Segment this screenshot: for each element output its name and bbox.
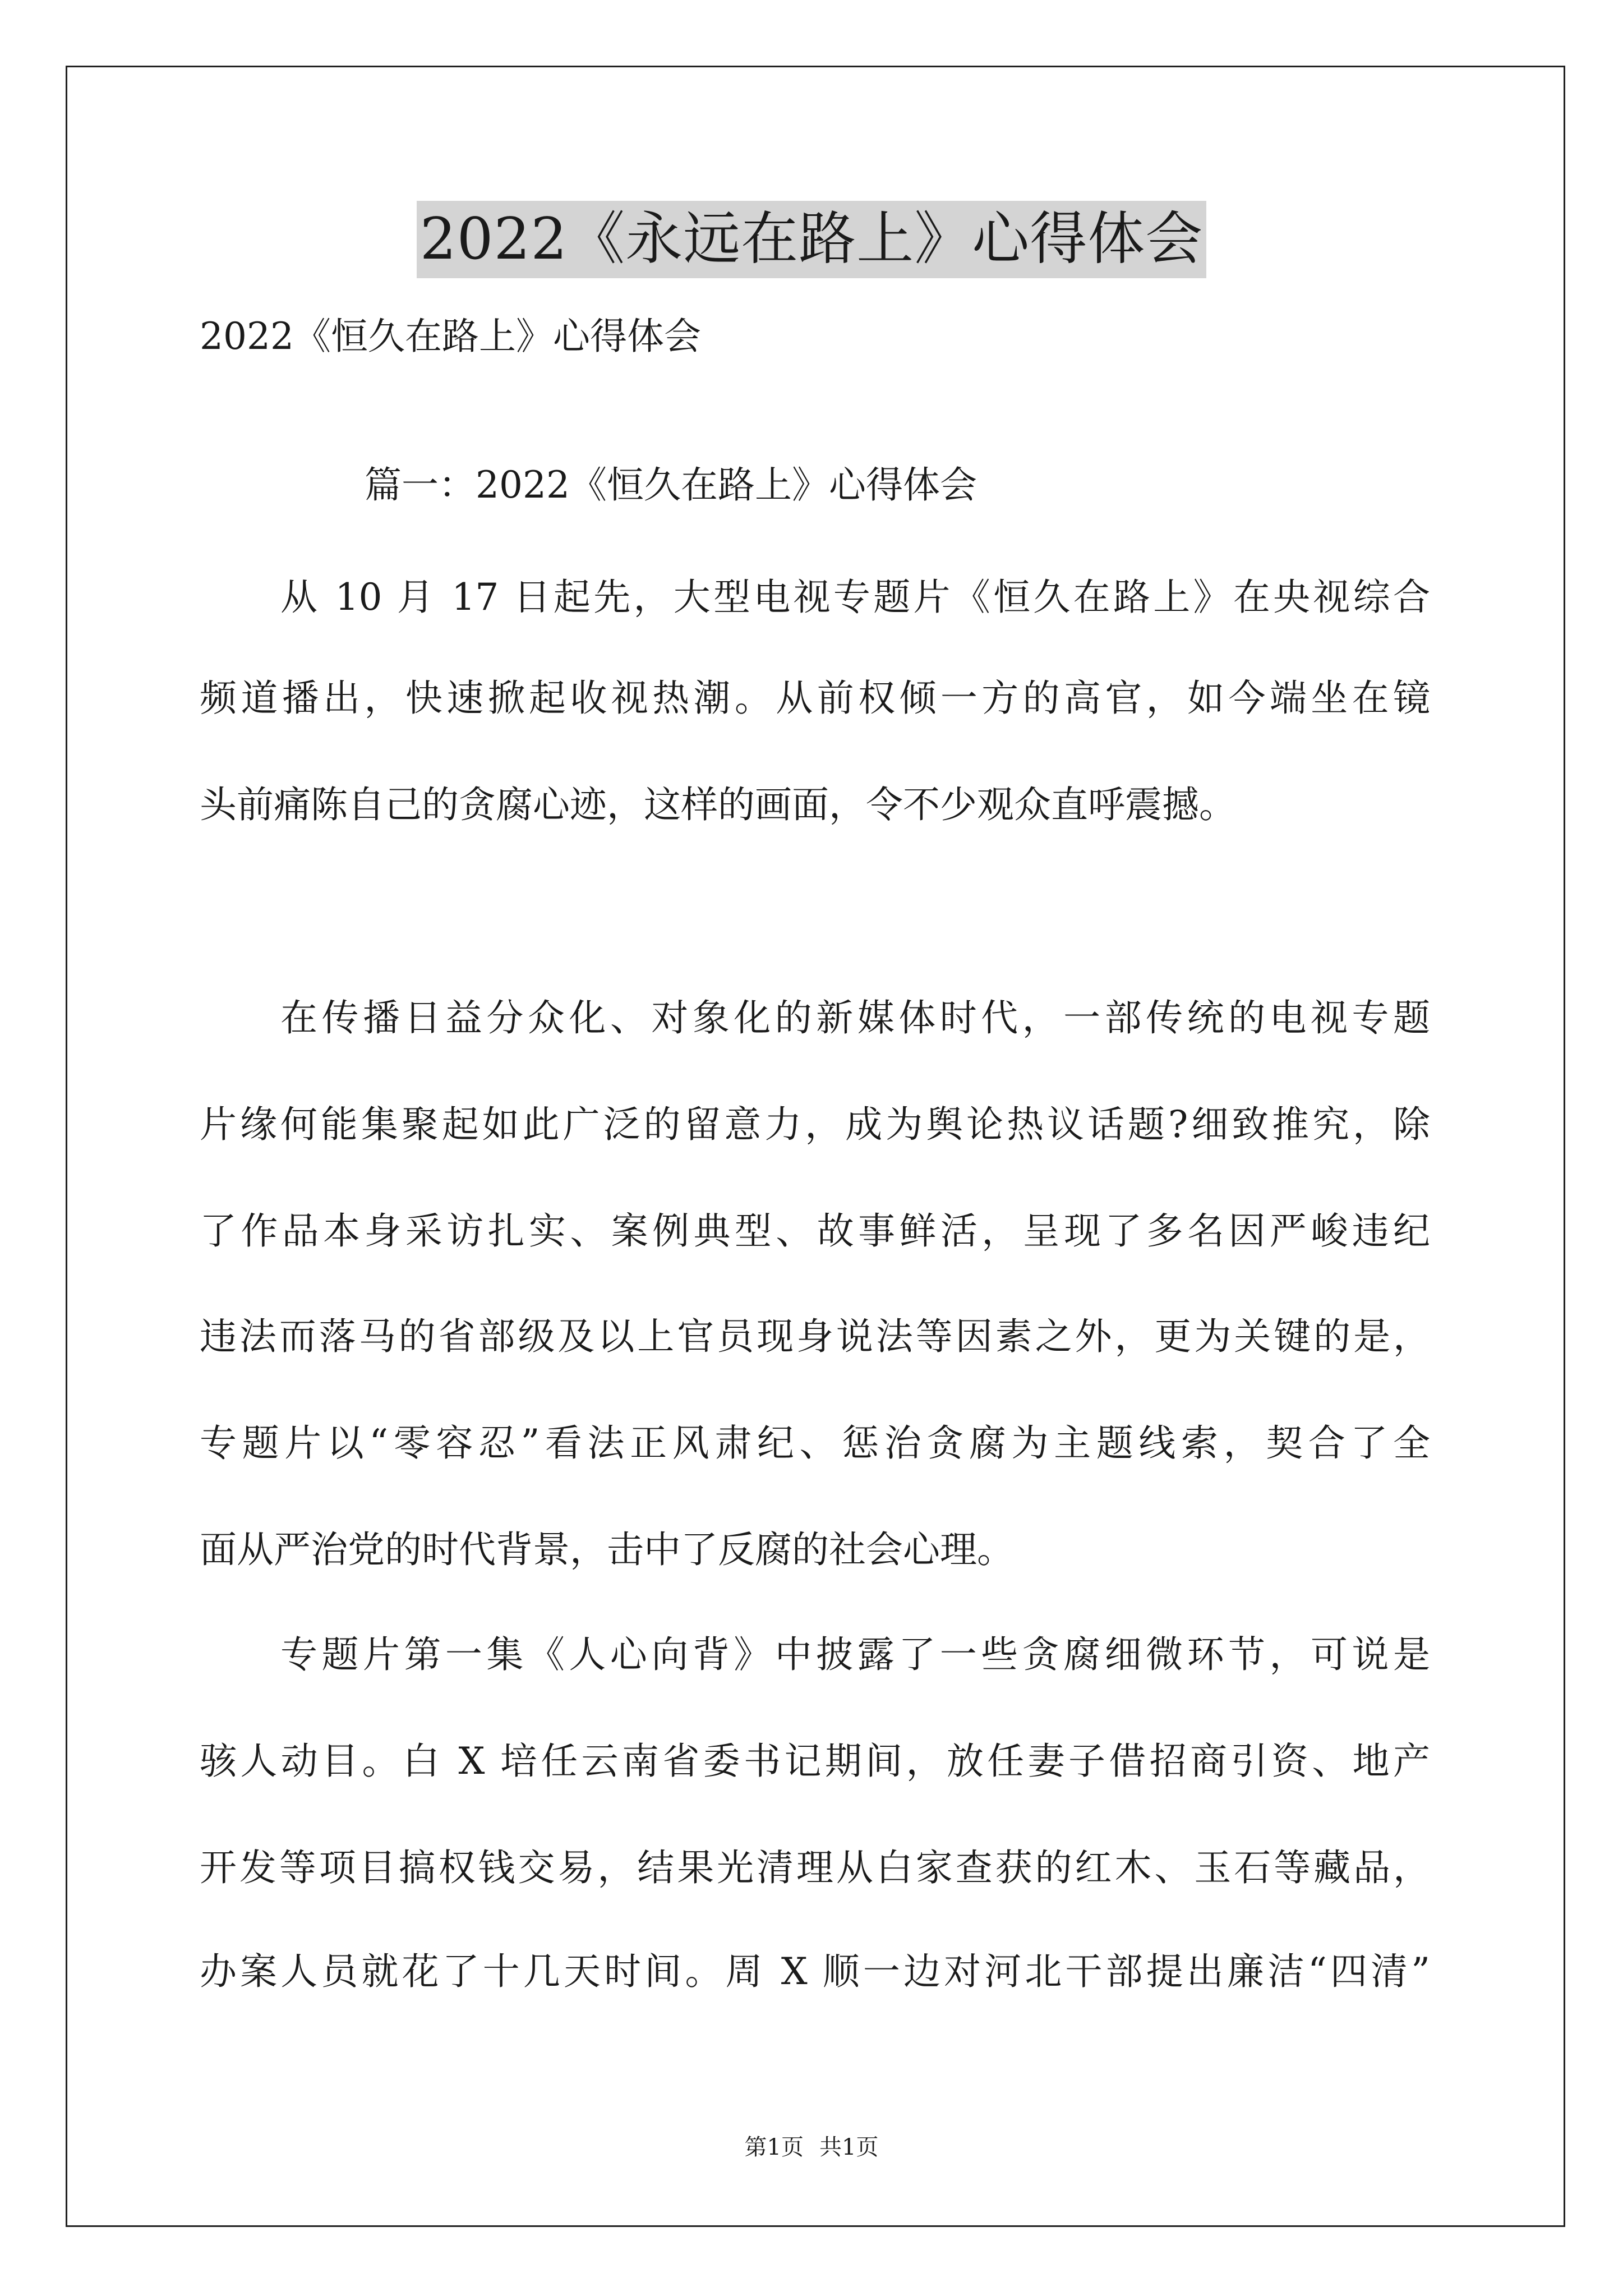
paragraph-line: 专题片以“零容忍”看法正风肃纪、惩治贪腐为主题线索，契合了全	[200, 1421, 1430, 1465]
paragraph-line: 办案人员就花了十几天时间。周 X 顺一边对河北干部提出廉洁“四清”	[200, 1950, 1430, 1993]
paragraph-line: 骇人动目。白 X 培任云南省委书记期间，放任妻子借招商引资、地产	[200, 1740, 1430, 1783]
paragraph-line: 频道播出，快速掀起收视热潮。从前权倾一方的高官，如今端坐在镜	[200, 677, 1430, 720]
paragraph-line: 从 10 月 17 日起先，大型电视专题片《恒久在路上》在央视综合	[280, 576, 1430, 619]
paragraph-line: 开发等项目搞权钱交易，结果光清理从白家查获的红木、玉石等藏品，	[200, 1846, 1430, 1889]
paragraph-line: 违法而落马的省部级及以上官员现身说法等因素之外，更为关键的是，	[200, 1315, 1430, 1358]
page-footer	[0, 2132, 1623, 2163]
section-heading: 篇一：2022《恒久在路上》心得体会	[365, 463, 977, 507]
title-container	[0, 201, 1623, 278]
paragraph-line: 面从严治党的时代背景，击中了反腐的社会心理。	[200, 1528, 1014, 1571]
paragraph-line: 在传播日益分众化、对象化的新媒体时代，一部传统的电视专题	[280, 996, 1430, 1039]
paragraph-line: 片缘何能集聚起如此广泛的留意力，成为舆论热议话题?细致推究，除	[200, 1103, 1430, 1146]
document-subtitle: 2022《恒久在路上》心得体会	[200, 315, 701, 358]
paragraph-line: 了作品本身采访扎实、案例典型、故事鲜活，呈现了多名因严峻违纪	[200, 1209, 1430, 1253]
paragraph-line: 头前痛陈自己的贪腐心迹，这样的画面，令不少观众直呼震撼。	[200, 783, 1236, 826]
paragraph-line: 专题片第一集《人心向背》中披露了一些贪腐细微环节，可说是	[280, 1633, 1430, 1676]
page-number: 第1页	[744, 2134, 804, 2160]
page-total: 共1页	[819, 2134, 879, 2160]
document-title: 2022《永远在路上》心得体会	[417, 201, 1207, 278]
